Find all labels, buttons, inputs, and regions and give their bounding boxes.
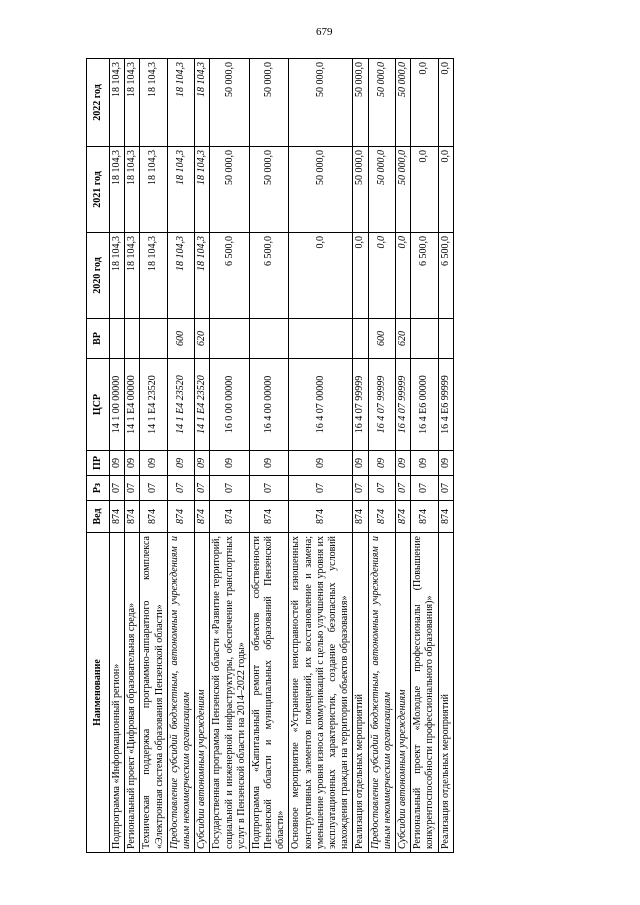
cell-2022: 18 104,3: [125, 59, 140, 147]
cell-2020: 18 104,3: [195, 233, 210, 319]
table-row: [411, 59, 438, 853]
cell-csr: 14 1 00 00000: [110, 359, 125, 451]
page-number: 679: [316, 26, 333, 38]
cell-2022: 50 000,0: [353, 59, 368, 147]
cell-rz: 07: [249, 476, 289, 501]
cell-2020: 18 104,3: [125, 233, 140, 319]
header-csr: ЦСР: [87, 359, 110, 451]
table-header-row: [87, 59, 110, 853]
cell-name: Реализация отдельных мероприятий: [353, 533, 368, 853]
cell-ved: 874: [140, 501, 167, 533]
cell-csr: 16 4 07 99999: [368, 359, 395, 451]
cell-name: Предоставление субсидий бюджетным, автономным учреждениям и иным некоммерческим организациям: [167, 533, 194, 853]
cell-pr: 09: [411, 451, 438, 476]
cell-csr: 14 1 E4 23520: [167, 359, 194, 451]
cell-rz: 07: [195, 476, 210, 501]
cell-pr: 09: [125, 451, 140, 476]
cell-pr: 09: [438, 451, 453, 476]
cell-vr: [411, 319, 438, 359]
cell-name: Подпрограмма «Капитальный ремонт объектов собственности Пензенской области и муниципальных образований Пензенской области»: [249, 533, 289, 853]
cell-rz: 07: [167, 476, 194, 501]
header-2021: 2021 год: [87, 147, 110, 233]
cell-2020: 18 104,3: [167, 233, 194, 319]
cell-vr: [140, 319, 167, 359]
cell-2020: 6 500,0: [210, 233, 250, 319]
cell-csr: 16 4 00 00000: [249, 359, 289, 451]
cell-csr: 16 0 00 00000: [210, 359, 250, 451]
cell-2020: 0,0: [368, 233, 395, 319]
header-ved: Вед: [87, 501, 110, 533]
cell-csr: 14 1 E4 00000: [125, 359, 140, 451]
cell-ved: 874: [353, 501, 368, 533]
header-name: Наименование: [87, 533, 110, 853]
cell-2022: 50 000,0: [395, 59, 410, 147]
cell-pr: 09: [195, 451, 210, 476]
cell-2020: 0,0: [289, 233, 353, 319]
cell-2021: 18 104,3: [110, 147, 125, 233]
table-row: [438, 59, 453, 853]
cell-pr: 09: [110, 451, 125, 476]
cell-pr: 09: [249, 451, 289, 476]
cell-2020: 6 500,0: [411, 233, 438, 319]
table-row: [395, 59, 410, 853]
cell-name: Основное мероприятие «Устранение неисправностей изношенных конструктивных элементов помещений, их восстановление и замена; уменьшение уровня износа коммуникаций с целью улучшения уровня их эксплуатационных характеристик, создание безопасных условий нахождения граждан на территории объектов образования»: [289, 533, 353, 853]
table-row: [167, 59, 194, 853]
cell-vr: [438, 319, 453, 359]
cell-vr: 600: [368, 319, 395, 359]
cell-2021: 18 104,3: [167, 147, 194, 233]
cell-ved: 874: [249, 501, 289, 533]
cell-2022: 50 000,0: [289, 59, 353, 147]
cell-ved: 874: [125, 501, 140, 533]
cell-2021: 50 000,0: [289, 147, 353, 233]
cell-2020: 6 500,0: [249, 233, 289, 319]
cell-2020: 0,0: [353, 233, 368, 319]
cell-ved: 874: [411, 501, 438, 533]
cell-vr: [210, 319, 250, 359]
table-row: [368, 59, 395, 853]
cell-csr: 16 4 07 00000: [289, 359, 353, 451]
cell-pr: 09: [289, 451, 353, 476]
cell-ved: 874: [210, 501, 250, 533]
cell-2020: 18 104,3: [110, 233, 125, 319]
cell-2022: 50 000,0: [249, 59, 289, 147]
cell-name: Субсидии автономным учреждениям: [195, 533, 210, 853]
header-pr: ПР: [87, 451, 110, 476]
cell-rz: 07: [353, 476, 368, 501]
cell-csr: 14 1 E4 23520: [140, 359, 167, 451]
cell-name: Техническая поддержка программно-аппаратного комплекса «Электронная система образования Пензенской области»: [140, 533, 167, 853]
header-2022: 2022 год: [87, 59, 110, 147]
cell-2022: 18 104,3: [110, 59, 125, 147]
cell-vr: 620: [395, 319, 410, 359]
cell-vr: [353, 319, 368, 359]
cell-rz: 07: [140, 476, 167, 501]
cell-pr: 09: [353, 451, 368, 476]
cell-pr: 09: [395, 451, 410, 476]
table-row: [195, 59, 210, 853]
cell-csr: 16 4 07 99999: [395, 359, 410, 451]
cell-2022: 18 104,3: [140, 59, 167, 147]
cell-2021: 0,0: [438, 147, 453, 233]
cell-name: Подпрограмма «Информационный регион»: [110, 533, 125, 853]
cell-rz: 07: [395, 476, 410, 501]
cell-csr: 16 4 E6 99999: [438, 359, 453, 451]
cell-ved: 874: [395, 501, 410, 533]
cell-2021: 18 104,3: [195, 147, 210, 233]
cell-name: Субсидии автономным учреждениям: [395, 533, 410, 853]
table-row: [249, 59, 289, 853]
header-rz: Рз: [87, 476, 110, 501]
cell-vr: 620: [195, 319, 210, 359]
cell-vr: [110, 319, 125, 359]
cell-2022: 18 104,3: [195, 59, 210, 147]
cell-name: Региональный проект «Молодые профессионалы (Повышение конкурентоспособности профессионального образования)»: [411, 533, 438, 853]
budget-table: [86, 58, 454, 853]
cell-2021: 50 000,0: [249, 147, 289, 233]
table-row: [210, 59, 250, 853]
cell-vr: 600: [167, 319, 194, 359]
cell-ved: 874: [368, 501, 395, 533]
cell-name: Государственная программа Пензенской области «Развитие территорий, социальной и инженерной инфраструктуры, обеспечение транспортных услуг в Пензенской области на 2014–2022 годы»: [210, 533, 250, 853]
cell-csr: 14 1 E4 23520: [195, 359, 210, 451]
cell-2021: 18 104,3: [140, 147, 167, 233]
cell-2020: 0,0: [395, 233, 410, 319]
cell-rz: 07: [125, 476, 140, 501]
table-row: [125, 59, 140, 853]
table-row: [140, 59, 167, 853]
cell-rz: 07: [210, 476, 250, 501]
cell-2021: 18 104,3: [125, 147, 140, 233]
cell-rz: 07: [110, 476, 125, 501]
cell-2021: 50 000,0: [368, 147, 395, 233]
cell-2022: 50 000,0: [210, 59, 250, 147]
cell-csr: 16 4 E6 00000: [411, 359, 438, 451]
cell-2022: 50 000,0: [368, 59, 395, 147]
cell-2021: 0,0: [411, 147, 438, 233]
cell-2020: 18 104,3: [140, 233, 167, 319]
cell-2022: 18 104,3: [167, 59, 194, 147]
header-2020: 2020 год: [87, 233, 110, 319]
table-body: [110, 59, 454, 853]
cell-rz: 07: [289, 476, 353, 501]
cell-vr: [249, 319, 289, 359]
cell-2021: 50 000,0: [395, 147, 410, 233]
table-row: [110, 59, 125, 853]
cell-ved: 874: [438, 501, 453, 533]
header-vr: ВР: [87, 319, 110, 359]
cell-2020: 6 500,0: [438, 233, 453, 319]
cell-rz: 07: [438, 476, 453, 501]
cell-ved: 874: [167, 501, 194, 533]
cell-2022: 0,0: [411, 59, 438, 147]
cell-rz: 07: [368, 476, 395, 501]
table-row: [353, 59, 368, 853]
cell-ved: 874: [289, 501, 353, 533]
table-row: [289, 59, 353, 853]
cell-name: Региональный проект «Цифровая образовательная среда»: [125, 533, 140, 853]
cell-2022: 0,0: [438, 59, 453, 147]
cell-pr: 09: [368, 451, 395, 476]
cell-pr: 09: [167, 451, 194, 476]
cell-csr: 16 4 07 99999: [353, 359, 368, 451]
cell-pr: 09: [210, 451, 250, 476]
cell-vr: [289, 319, 353, 359]
cell-rz: 07: [411, 476, 438, 501]
cell-pr: 09: [140, 451, 167, 476]
cell-name: Предоставление субсидий бюджетным, автономным учреждениям и иным некоммерческим организациям: [368, 533, 395, 853]
cell-vr: [125, 319, 140, 359]
cell-ved: 874: [110, 501, 125, 533]
cell-name: Реализация отдельных мероприятий: [438, 533, 453, 853]
cell-ved: 874: [195, 501, 210, 533]
cell-2021: 50 000,0: [210, 147, 250, 233]
cell-2021: 50 000,0: [353, 147, 368, 233]
